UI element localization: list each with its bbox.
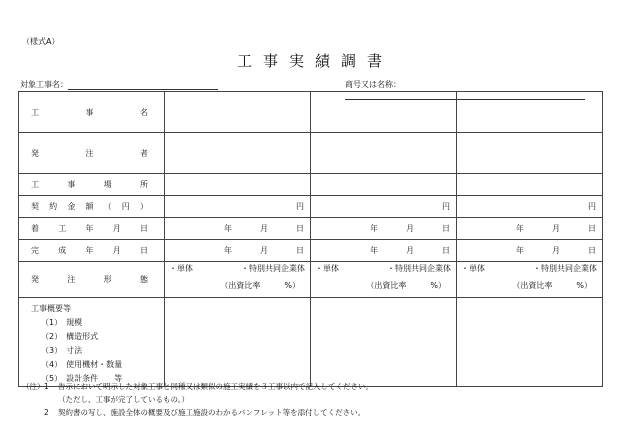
cell-start-date-1[interactable]: 年 月 日 bbox=[165, 218, 311, 240]
table-row bbox=[19, 240, 603, 262]
cell-overview-1[interactable] bbox=[165, 298, 311, 387]
cell-overview-2[interactable] bbox=[311, 298, 457, 387]
target-work-input-line[interactable] bbox=[68, 80, 218, 90]
cell-order-form-1[interactable]: ・単体 ・特別共同企業体 （出資比率 %） bbox=[165, 262, 311, 298]
label-location: 工 事 場 所 bbox=[19, 174, 165, 196]
option-jv[interactable]: ・特別共同企業体 bbox=[241, 263, 305, 273]
cell-amount-2[interactable]: 円 bbox=[311, 196, 457, 218]
table-row bbox=[19, 218, 603, 240]
cell-orderer-1[interactable] bbox=[165, 133, 311, 174]
target-work-field bbox=[20, 79, 218, 90]
note-1-sub: （ただし、工事が完了しているもの。） bbox=[58, 395, 189, 404]
cell-amount-3[interactable]: 円 bbox=[457, 196, 603, 218]
label-amount: 契 約 金 額 （ 円 ） bbox=[19, 196, 165, 218]
table-row bbox=[19, 298, 603, 387]
option-single[interactable]: ・単体 bbox=[169, 263, 193, 273]
label-completion-date: 完 成 年 月 日 bbox=[19, 240, 165, 262]
cell-location-2[interactable] bbox=[311, 174, 457, 196]
label-overview: 工事概要等 （1） 規模 （2） 構造形式 （3） 寸法 （4） 使用機材・数量 （5） 設計条件 等 bbox=[19, 298, 165, 387]
cell-location-1[interactable] bbox=[165, 174, 311, 196]
table-row bbox=[19, 133, 603, 174]
notes: （注） 1 告示において明示した対象工事と同種又は類似の施工実績を３工事以内で記入してください。 （ただし、工事が完了しているもの。） 2 契約書の写し、施設全体の概要及び施工施設のわかるパンフレット等を添付してください。 bbox=[22, 382, 373, 417]
cell-completion-date-2[interactable]: 年 月 日 bbox=[311, 240, 457, 262]
cell-location-3[interactable] bbox=[457, 174, 603, 196]
cell-orderer-3[interactable] bbox=[457, 133, 603, 174]
table-row bbox=[19, 262, 603, 298]
table-row bbox=[19, 196, 603, 218]
cell-orderer-2[interactable] bbox=[311, 133, 457, 174]
cell-work-name-1[interactable] bbox=[165, 92, 311, 133]
cell-work-name-2[interactable] bbox=[311, 92, 457, 133]
cell-amount-1[interactable]: 円 bbox=[165, 196, 311, 218]
option-jv[interactable]: ・特別共同企業体 bbox=[533, 263, 597, 273]
option-single[interactable]: ・単体 bbox=[461, 263, 485, 273]
record-table bbox=[18, 91, 603, 387]
cell-completion-date-1[interactable]: 年 月 日 bbox=[165, 240, 311, 262]
cell-completion-date-3[interactable]: 年 月 日 bbox=[457, 240, 603, 262]
note-2: 契約書の写し、施設全体の概要及び施工施設のわかるパンフレット等を添付してください。 bbox=[58, 408, 366, 417]
target-work-label: 対象工事名： bbox=[20, 80, 68, 89]
form-label: （様式A） bbox=[22, 37, 60, 46]
label-start-date: 着 工 年 月 日 bbox=[19, 218, 165, 240]
cell-order-form-2[interactable]: ・単体 ・特別共同企業体 （出資比率 %） bbox=[311, 262, 457, 298]
cell-work-name-3[interactable] bbox=[457, 92, 603, 133]
label-work-name: 工 事 名 bbox=[19, 92, 165, 133]
cell-start-date-3[interactable]: 年 月 日 bbox=[457, 218, 603, 240]
note-1: 告示において明示した対象工事と同種又は類似の施工実績を３工事以内で記入してください。 bbox=[58, 382, 373, 391]
company-label: 商号又は名称： bbox=[345, 80, 401, 89]
option-single[interactable]: ・単体 bbox=[315, 263, 339, 273]
option-jv[interactable]: ・特別共同企業体 bbox=[387, 263, 451, 273]
cell-start-date-2[interactable]: 年 月 日 bbox=[311, 218, 457, 240]
table-row bbox=[19, 92, 603, 133]
label-order-form: 発 注 形 態 bbox=[19, 262, 165, 298]
cell-order-form-3[interactable]: ・単体 ・特別共同企業体 （出資比率 %） bbox=[457, 262, 603, 298]
label-orderer: 発 注 者 bbox=[19, 133, 165, 174]
cell-overview-3[interactable] bbox=[457, 298, 603, 387]
page-title: 工事実績調書 bbox=[236, 52, 393, 70]
table-row bbox=[19, 174, 603, 196]
